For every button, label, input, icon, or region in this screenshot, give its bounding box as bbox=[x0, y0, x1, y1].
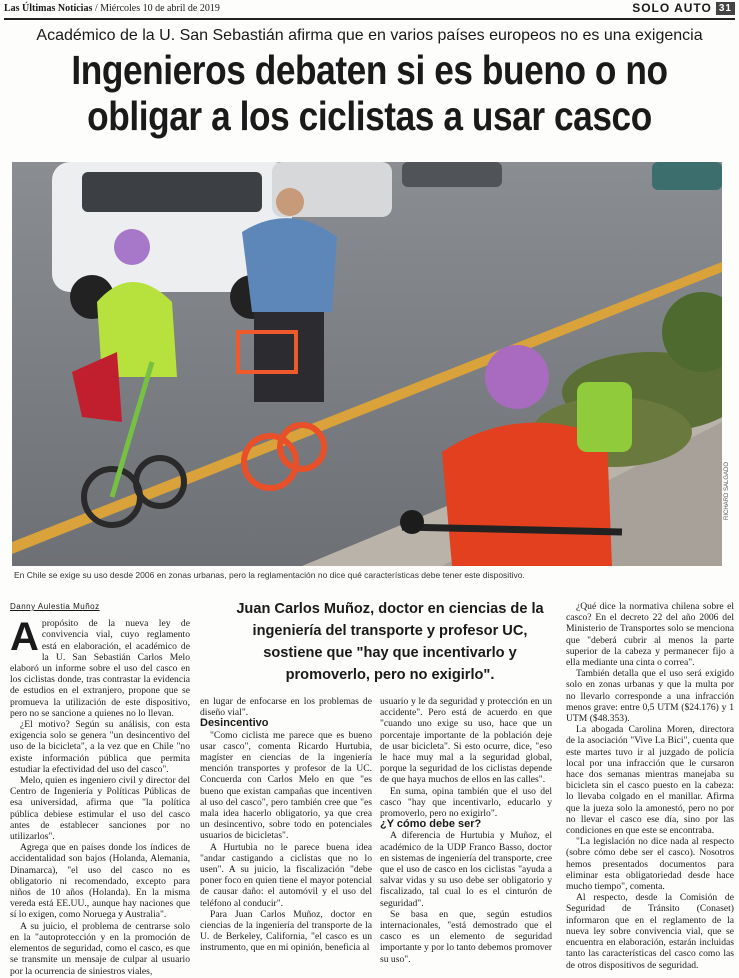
paragraph-text: propósito de la nueva ley de convivencia vial, cuyo reglamento está en elaboración, el académico de la U. San Sebastián Carlos Melo elaboró un informe sobre el uso del casco en los ciclistas donde, tras contrastar la evidencia de estudios en el extranjero, propone que se promueva la utilización de este dispositivo, pero no se sancione a quienes no lo llevan. bbox=[10, 618, 190, 719]
paper-name: Las Últimas Noticias bbox=[4, 3, 93, 14]
issue-date: Miércoles 10 de abril de 2019 bbox=[100, 3, 220, 14]
paragraph: ¿Qué dice la normativa chilena sobre el casco? En el decreto 22 del año 2006 del Ministerio de Transportes solo se menciona que "deberá cubrir al menos la parte superior de la cabeza y permanecer fijo a ella mediante una cinta o correa". bbox=[566, 601, 734, 669]
column-3 bbox=[380, 696, 552, 965]
paragraph: Se basa en que, según estudios internacionales, "está demostrado que el casco es un elemento de seguridad importante y por lo tanto debemos promover su uso". bbox=[380, 908, 552, 965]
column-1 bbox=[10, 601, 190, 977]
masthead bbox=[4, 2, 735, 20]
photo-illustration bbox=[12, 162, 722, 566]
column-4 bbox=[566, 601, 734, 971]
headline: Ingenieros debaten si es bueno o no obligar a los ciclistas a usar casco bbox=[71, 47, 668, 139]
paragraph: "La legislación no dice nada al respecto (sobre cómo debe ser el casco). Nosotros hemos presentados documentos para eliminar esta obligatoriedad desde hace mucho tiempo", comenta. bbox=[566, 836, 734, 893]
paragraph: "Como ciclista me parece que es bueno usar casco", comenta Ricardo Hurtubia, magíster en ciencias de la ingeniería mención transportes y profesor de la UC. Concuerda con Carlos Melo en que "es bueno que existan campañas que incentiven al uso del casco", pero también cree que "es mala idea hacerlo obligatorio, ya que crea un desincentivo, sobre todo en potenciales usuarios de bicicletas". bbox=[200, 729, 372, 842]
paragraph: ¿El motivo? Según su análisis, con esta exigencia solo se genera "un desincentivo del uso de la bicicleta", a la vez que en Chile "no existe información pública que permita estudiar la efectividad del uso del casco". bbox=[10, 719, 190, 775]
subheading-como-debe-ser: ¿Y cómo debe ser? bbox=[380, 818, 482, 831]
cyclists-photo bbox=[12, 162, 722, 566]
page-number: 31 bbox=[716, 2, 735, 15]
paragraph: Al respecto, desde la Comisión de Seguridad de Tránsito (Conaset) informaron que en el reglamento de la nueva ley sobre convivencia vial, que se encuentra en elaboración, estarán incluidas tanto las características del casco como las de otros dispositivos de seguridad. bbox=[566, 892, 734, 971]
photo-credit: RICHARD SALGADO bbox=[724, 461, 730, 520]
paragraph: La abogada Carolina Moren, directora de la asociación "Vive La Bici", cuenta que este martes tuvo ir al juzgado de policía local por una infracción que le cursaron hace dos semanas mientras manejaba su bicicleta sin el casco puesto en la cabeza: lo llevaba colgado en el manillar. Afirma que la jueza solo la amonestó, pero no por no llevar el casco ese día, sino por las condiciones en que este se encontraba. bbox=[566, 724, 734, 837]
paragraph: Melo, quien es ingeniero civil y director del Centro de Ingeniería y Políticas Públicas de esa universidad, afirma que "la política pública debiese estimular el uso del casco antes de establecer sanciones por no utilizarlos". bbox=[10, 775, 190, 843]
lead-paragraph bbox=[10, 615, 190, 719]
section-label bbox=[632, 1, 735, 15]
masthead-left: Las Últimas Noticias / Miércoles 10 de abril de 2019 bbox=[4, 3, 220, 14]
subheading-desincentivo: Desincentivo bbox=[200, 717, 269, 730]
paragraph: Agrega que en países donde los índices de accidentalidad son bajos (Holanda, Alemania, Dinamarca), "el uso del casco no es obligatorio ni recomendado, excepto para niños de 10 años (Holanda). En la misma vereda está EE.UU., aunque hay naciones que sí lo exigen, como Noruega y Australia". bbox=[10, 842, 190, 921]
paragraph: A Hurtubia no le parece buena idea "andar castigando a ciclistas que no lo usen". A su juicio, la fiscalización "debe poner foco en quien tiene el mayor potencial de causar daño: el automóvil y el uso del teléfono al conducir". bbox=[200, 841, 372, 909]
drop-cap: A bbox=[10, 615, 39, 660]
column-2 bbox=[200, 696, 372, 954]
section-name: SOLO AUTO bbox=[632, 1, 712, 15]
paragraph: A diferencia de Hurtubia y Muñoz, el académico de la UDP Franco Basso, doctor en sistemas de ingeniería del transporte, cree que el uso de casco en los ciclistas "ayuda a salvar vidas y su uso debe ser obligatorio y fiscalizado, tal cual lo es el cinturón de seguridad". bbox=[380, 830, 552, 909]
kicker: Académico de la U. San Sebastián afirma que en varios países europeos no es una exigencia bbox=[36, 27, 703, 44]
paragraph: En suma, opina también que el uso del casco "hay que incentivarlo, educarlo y promoverlo, pero no exigirlo". bbox=[380, 785, 552, 820]
paragraph: También detalla que el uso será exigido solo en zonas urbanas y que la multa por no llevarlo corresponde a una infracción menos grave: entre 0,5 UTM ($24.176) y 1 UTM ($48.353). bbox=[566, 668, 734, 725]
pull-quote: Juan Carlos Muñoz, doctor en ciencias de la ingeniería del transporte y profesor UC, sostiene que "hay que incentivarlo y promoverlo, pero no exigirlo". bbox=[236, 601, 544, 683]
paragraph: usuario y le da seguridad y protección en un accidente". Pero está de acuerdo en que "cuando uno exige su uso, hace que un porcentaje importante de la población deje de usar bicicleta". Si esto ocurre, dice, "eso le hace muy mal a la seguridad global, porque la seguridad de los ciclistas depende de que haya muchos de ellos en las calles". bbox=[380, 696, 552, 786]
paragraph: en lugar de enfocarse en los problemas de diseño vial". bbox=[200, 696, 372, 719]
byline: Danny Aulestia Muñoz bbox=[10, 602, 100, 611]
paragraph: Para Juan Carlos Muñoz, doctor en ciencias de la ingeniería del transporte de la U. de Berkeley, California, "el casco es un instrumento, que en mi opinión, beneficia al bbox=[200, 908, 372, 954]
photo-caption: En Chile se exige su uso desde 2006 en zonas urbanas, pero la reglamentación no dice qué características debe tener este dispositivo. bbox=[14, 570, 525, 580]
paragraph: A su juicio, el problema de centrarse solo en la "autoprotección y en la promoción de elementos de seguridad, como el casco, es que se transmite un mensaje de culpar al usuario por la ocurrencia de siniestros viales, bbox=[10, 920, 190, 977]
